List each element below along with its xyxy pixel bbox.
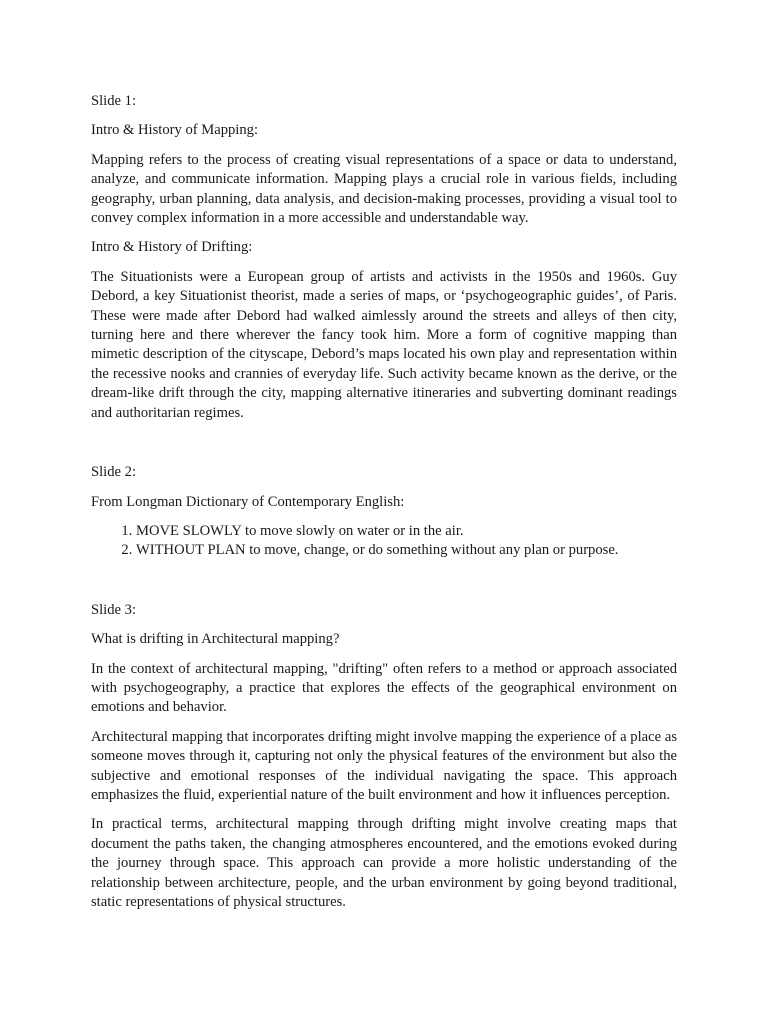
drifting-paragraph: The Situationists were a European group of artists and activists in the 1950s and 1960s. Guy Debord, a key Situationist theorist, made a series of maps, or ‘psychogeographic guides’, of Paris. These were made after Debord had walked aimlessly around the streets and alleys of then city, turning here and there wherever the fancy took him. More a form of cognitive mapping than mimetic description of the cityscape, Debord’s maps located his own play and representation within the recessive nooks and crannies of everyday life. Such activity became known as the derive, or the dream-like drift through the city, mapping alternative itineraries and subverting dominant readings and authoritarian regimes.: [91, 268, 677, 421]
mapping-paragraph: Mapping refers to the process of creating visual representations of a space or data to understand, analyze, and communicate information. Mapping plays a crucial role in various fields, including geography, urban planning, data analysis, and decision-making processes, providing a visual tool to convey complex information in a more accessible and understandable way.: [91, 151, 677, 227]
slide-3-question: What is drifting in Architectural mapping?: [91, 631, 340, 648]
drifting-section-title: Intro & History of Drifting:: [91, 239, 253, 256]
definition-item: 1. MOVE SLOWLY to move slowly on water or in the air.: [136, 522, 677, 541]
definition-item: 2. WITHOUT PLAN to move, change, or do something without any plan or purpose.: [136, 541, 677, 560]
slide-2-heading: Slide 2:: [91, 464, 136, 481]
architectural-drifting-paragraph: In practical terms, architectural mapping through drifting might involve creating maps that document the paths taken, the changing atmospheres encountered, and the emotions evoked during the journey through space. This approach can provide a more holistic understanding of the relationship between architecture, people, and the urban environment by going beyond traditional, static representations of physical structures.: [91, 816, 677, 910]
architectural-drifting-paragraph: In the context of architectural mapping, "drifting" often refers to a method or approach associated with psychogeography, a practice that explores the effects of the geographical environment on emotions and behavior.: [91, 660, 677, 716]
definition-list: [91, 522, 677, 561]
section-spacer: [91, 571, 677, 601]
architectural-drifting-paragraph: Architectural mapping that incorporates drifting might involve mapping the experience of a place as someone moves through it, capturing not only the physical features of the environment but also the subjective and emotional responses of the individual navigating the space. This approach emphasizes the fluid, experiential nature of the built environment and how it influences perception.: [91, 728, 677, 803]
dictionary-source: From Longman Dictionary of Contemporary English:: [91, 493, 405, 510]
section-spacer: [91, 433, 677, 463]
slide-3-heading: Slide 3:: [91, 601, 136, 618]
document-body: [91, 92, 677, 922]
mapping-section-title: Intro & History of Mapping:: [91, 122, 259, 139]
slide-1-heading: Slide 1:: [91, 93, 136, 109]
